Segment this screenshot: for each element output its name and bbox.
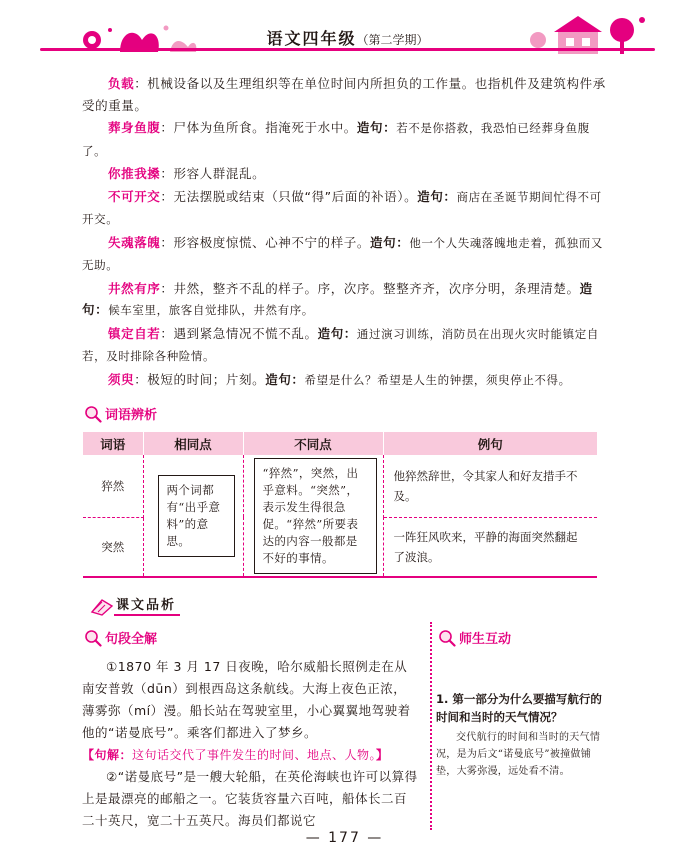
word-cell: 突然	[83, 517, 143, 577]
similarity-cell	[143, 455, 243, 577]
table-header-row	[83, 432, 597, 455]
page-number: — 177 —	[305, 830, 384, 846]
page-header	[40, 12, 655, 72]
difference-cell	[243, 455, 383, 577]
lesson-analysis-heading: 课文品析	[90, 594, 180, 616]
sentence-note: 【句解：这句话交代了事件发生的时间、地点、人物。】	[82, 748, 389, 762]
magnifier-icon	[84, 405, 102, 423]
word-comparison-table	[83, 432, 597, 578]
vocab-entry: 失魂落魄：形容极度惊慌、心神不宁的样子。造句：他一个人失魂落魄地走着，孤独而又无助。	[82, 234, 603, 272]
column-divider	[430, 622, 432, 830]
magnifier-icon	[84, 629, 102, 647]
lesson-paragraph: ①1870 年 3 月 17 日夜晚，哈尔威船长照例走在从南安普敦（dūn）到根西岛这条航线。大海上夜色正浓，薄雾弥（mí）漫。船长站在驾驶室里，小心翼翼地驾驶着他的“诺曼底号”。乘客们都进入了梦乡。	[82, 659, 411, 740]
word-analysis-heading: 词语辨析	[84, 404, 157, 423]
column-header: 相同点	[143, 432, 243, 455]
word-cell: 猝然	[83, 455, 143, 517]
interaction-question: 1. 第一部分为什么要描写航行的时间和当时的天气情况？	[436, 692, 602, 724]
magnifier-icon	[438, 629, 456, 647]
vocab-entry: 须臾：极短的时间；片刻。造句：希望是什么？希望是人生的钟摆，须臾停止不得。	[108, 371, 571, 387]
header-title: 语文四年级（第二学期）	[266, 29, 429, 48]
paragraph-analysis-heading: 句段全解	[84, 628, 157, 647]
vocabulary-list	[82, 73, 612, 392]
vocab-entry: 镇定自若：遇到紧急情况不慌不乱。造句：通过演习训练，消防员在出现火灾时能镇定自若，及时排除各种险情。	[82, 325, 599, 363]
interaction-heading: 师生互动	[438, 628, 511, 647]
vocab-entry: 井然有序：井然，整齐不乱的样子。序，次序。整整齐齐，次序分明，条理清楚。造句：候车室里，旅客自觉排队，井然有序。	[82, 280, 593, 317]
example-cell: 他猝然辞世，令其家人和好友措手不及。	[383, 455, 597, 517]
lesson-paragraph: ②“诺曼底号”是一艘大轮船，在英伦海峡也许可以算得上是最漂亮的邮船之一。它装货容量六百吨，船体长二百二十英尺，宽二十五英尺。海员们都说它	[82, 769, 418, 828]
header-subtitle: （第二学期）	[356, 33, 429, 47]
table-row	[83, 455, 597, 517]
interaction-panel	[436, 690, 611, 780]
similarity-text: 两个词都有“出乎意料”的意思。	[158, 475, 235, 557]
column-header: 例句	[383, 432, 597, 455]
book-icon	[90, 596, 114, 616]
interaction-answer: 交代航行的时间和当时的天气情况，是为后文“诺曼底号”被撞做铺垫，大雾弥漫，远处看不清。	[436, 732, 601, 777]
example-cell: 一阵狂风吹来，平静的海面突然翻起了波浪。	[393, 529, 578, 564]
vocab-entry: 你推我搡：形容人群混乱。	[108, 166, 266, 181]
vocab-entry: 不可开交：无法摆脱或结束（只做“得”后面的补语）。造句：商店在圣诞节期间忙得不可开交。	[82, 188, 602, 226]
vocab-entry: 葬身鱼腹：尸体为鱼所食。指淹死于水中。造句：若不是你搭救，我恐怕已经葬身鱼腹了。	[82, 120, 590, 158]
lesson-text	[82, 656, 418, 832]
difference-text: “猝然”，突然，出乎意料。“突然”，表示发生得很急促。“猝然”所要表达的内容一般都是不好的事情。	[254, 458, 377, 574]
vocab-entry: 负载：机械设备以及生理组织等在单位时间内所担负的工作量。也指机件及建筑构件承受的重量。	[82, 76, 606, 113]
column-header: 不同点	[243, 432, 383, 455]
column-header: 词语	[83, 432, 143, 455]
